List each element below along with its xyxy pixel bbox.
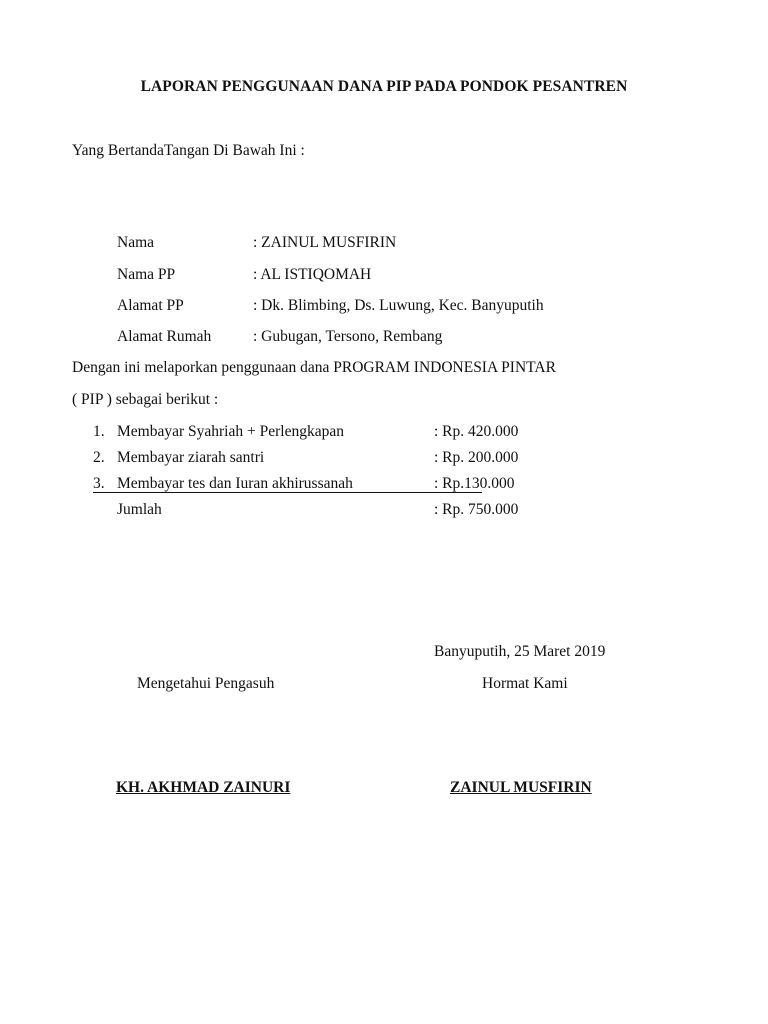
statement-line-2: ( PIP ) sebagai berikut : [72,391,219,408]
item-description: Membayar Syahriah + Perlengkapan [117,423,344,440]
total-amount: : Rp. 750.000 [434,501,519,518]
item-amount: : Rp. 420.000 [434,423,519,440]
place-date: Banyuputih, 25 Maret 2019 [434,643,606,660]
pesantren-name-value: : AL ISTIQOMAH [253,266,372,283]
statement-line-1: Dengan ini melaporkan penggunaan dana PROGRAM INDONESIA PINTAR [72,359,556,376]
item-number: 2. [93,449,105,466]
item-description: Membayar ziarah santri [117,449,265,466]
caretaker-signature-name: KH. AKHMAD ZAINURI [116,779,291,796]
item-description: Membayar tes dan Iuran akhirussanah [117,475,353,492]
pesantren-name-label: Nama PP [117,266,176,283]
item-amount: : Rp.130.000 [434,475,515,492]
subtotal-divider [93,492,482,493]
home-address-label: Alamat Rumah [117,328,212,345]
item-amount: : Rp. 200.000 [434,449,519,466]
intro-text: Yang BertandaTangan Di Bawah Ini : [72,142,305,159]
name-label: Nama [117,234,155,251]
total-label: Jumlah [117,501,162,518]
pesantren-address-value: : Dk. Blimbing, Ds. Luwung, Kec. Banyuputih [253,297,544,314]
document-title: LAPORAN PENGGUNAAN DANA PIP PADA PONDOK PESANTREN [140,78,628,95]
home-address-value: : Gubugan, Tersono, Rembang [253,328,443,345]
acknowledged-caption: Mengetahui Pengasuh [137,675,275,692]
reporter-signature-name: ZAINUL MUSFIRIN [450,779,592,796]
name-value: : ZAINUL MUSFIRIN [253,234,397,251]
pesantren-address-label: Alamat PP [117,297,184,314]
regards-caption: Hormat Kami [482,675,568,692]
item-number: 1. [93,423,105,440]
item-number: 3. [93,475,105,492]
